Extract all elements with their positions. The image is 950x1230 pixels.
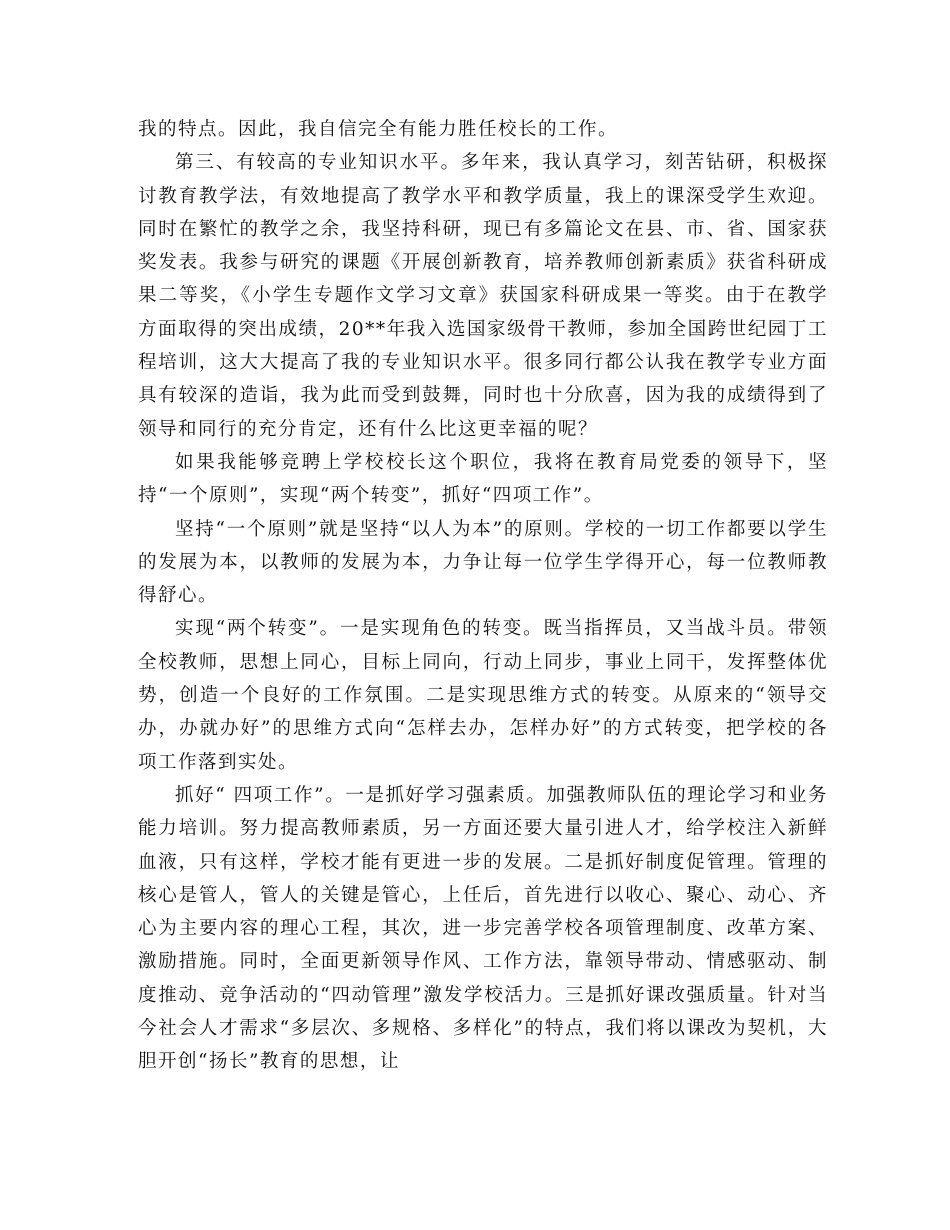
paragraph-continuation: 我的特点。因此，我自信完全有能力胜任校长的工作。 (138, 119, 619, 140)
paragraph-two-transformations: 实现“两个转变”。一是实现角色的转变。既当指挥员，又当战斗员。带领全校教师，思想上同心，目标上同向，行动上同步，事业上同干，发挥整体优势，创造一个良好的工作氛围。二是实现思维方式的转变。从原来的“领导交办，办就办好”的思维方式向“怎样去办，怎样办好”的方式转变，把学校的各项工作落到实处。 (138, 618, 828, 773)
paragraph-principal-plan: 如果我能够竞聘上学校校长这个职位，我将在教育局党委的领导下，坚持“一个原则”，实现“两个转变”，抓好“四项工作”。 (138, 451, 828, 507)
document-body (138, 113, 828, 1079)
paragraph-professional-knowledge: 第三、有较高的专业知识水平。多年来，我认真学习，刻苦钻研，积极探讨教育教学法，有效地提高了教学水平和教学质量，我上的课深受学生欢迎。同时在繁忙的教学之余，我坚持科研，现已有多篇论文在县、市、省、国家获奖发表。我参与研究的课题《开展创新教育，培养教师创新素质》获省科研成果二等奖，《小学生专题作文学习文章》获国家科研成果一等奖。由于在教学方面取得的突出成绩，20**年我入选国家级骨干教师，参加全国跨世纪园丁工程培训，这大大提高了我的专业知识水平。很多同行都公认我在教学专业方面具有较深的造诣，我为此而受到鼓舞，同时也十分欣喜，因为我的成绩得到了领导和同行的充分肯定，还有什么比这更幸福的呢？ (138, 152, 828, 440)
paragraph-one-principle: 坚持“一个原则”就是坚持“以人为本”的原则。学校的一切工作都要以学生的发展为本，以教师的发展为本，力争让每一位学生学得开心，每一位教师教得舒心。 (138, 518, 828, 607)
paragraph-four-tasks: 抓好“ 四项工作”。一是抓好学习强素质。加强教师队伍的理论学习和业务能力培训。努力提高教师素质，另一方面还要大量引进人才，给学校注入新鲜血液，只有这样，学校才能有更进一步的发展。二是抓好制度促管理。管理的核心是管人，管人的关键是管心，上任后，首先进行以收心、聚心、动心、齐心为主要内容的理心工程，其次，进一步完善学校各项管理制度、改革方案、激励措施。同时，全面更新领导作风、工作方法，靠领导带动、情感驱动、制度推动、竞争活动的“四动管理”激发学校活力。三是抓好课改强质量。针对当今社会人才需求“多层次、多规格、多样化”的特点，我们将以课改为契机，大胆开创“扬长”教育的思想，让 (138, 784, 828, 1073)
